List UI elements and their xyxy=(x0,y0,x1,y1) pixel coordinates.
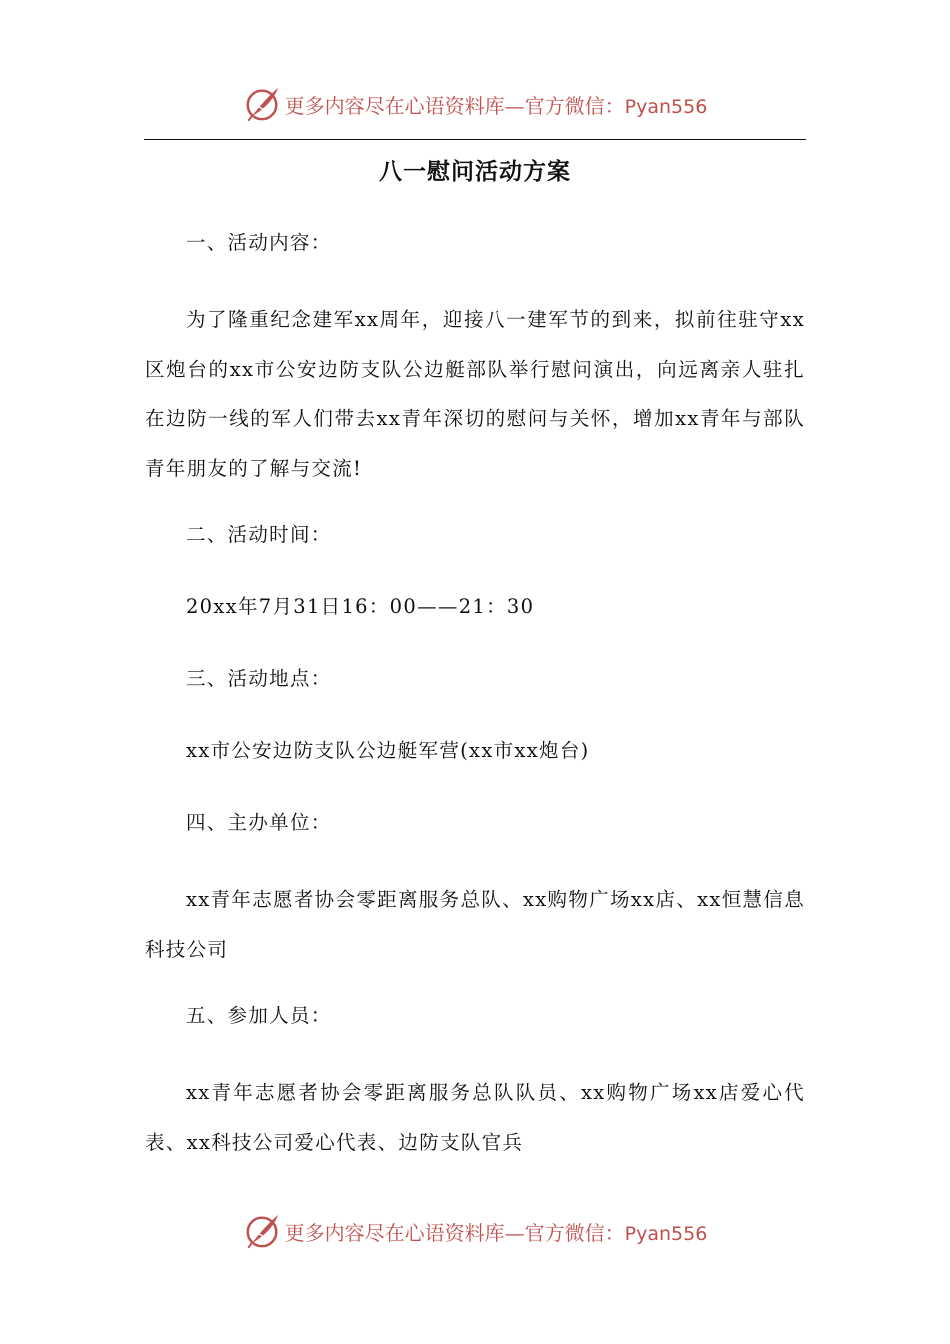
quill-pen-logo-icon xyxy=(243,1212,281,1250)
section-heading-time: 二、活动时间： xyxy=(185,523,332,546)
document-body xyxy=(145,223,805,1189)
watermark-text: 更多内容尽在心语资料库—官方微信：Pyan556 xyxy=(284,1220,708,1245)
section-body-organizer: xx青年志愿者协会零距离服务总队、xx购物广场xx店、xx恒慧信息科技公司 xyxy=(145,888,805,961)
section-body-content: 为了隆重纪念建军xx周年，迎接八一建军节的到来，拟前往驻守xx区炮台的xx市公安边防支队公边艇部队举行慰问演出，向远离亲人驻扎在边防一线的军人们带去xx青年深切的慰问与关怀，增加xx青年与部队青年朋友的了解与交流! xyxy=(145,308,805,480)
section-heading-participants: 五、参加人员： xyxy=(185,1004,332,1027)
header-watermark xyxy=(0,82,950,126)
section-heading-location: 三、活动地点： xyxy=(185,667,332,690)
section-body-time: 20xx年7月31日16：00——21：30 xyxy=(185,595,535,618)
wechat-id: Pyan556 xyxy=(624,1222,708,1245)
section-heading-organizer: 四、主办单位： xyxy=(185,811,332,834)
quill-pen-logo-icon xyxy=(243,85,281,123)
watermark-text: 更多内容尽在心语资料库—官方微信：Pyan556 xyxy=(284,93,708,118)
section-body-location: xx市公安边防支队公边艇军营(xx市xx炮台) xyxy=(185,739,590,762)
section-body-participants: xx青年志愿者协会零距离服务总队队员、xx购物广场xx店爱心代表、xx科技公司爱心代表、边防支队官兵 xyxy=(145,1081,805,1154)
document-title: 八一慰问活动方案 xyxy=(379,159,571,185)
wechat-id: Pyan556 xyxy=(624,95,708,118)
footer-watermark xyxy=(0,1209,950,1253)
section-heading-content: 一、活动内容： xyxy=(185,231,332,254)
header-divider xyxy=(144,139,806,140)
